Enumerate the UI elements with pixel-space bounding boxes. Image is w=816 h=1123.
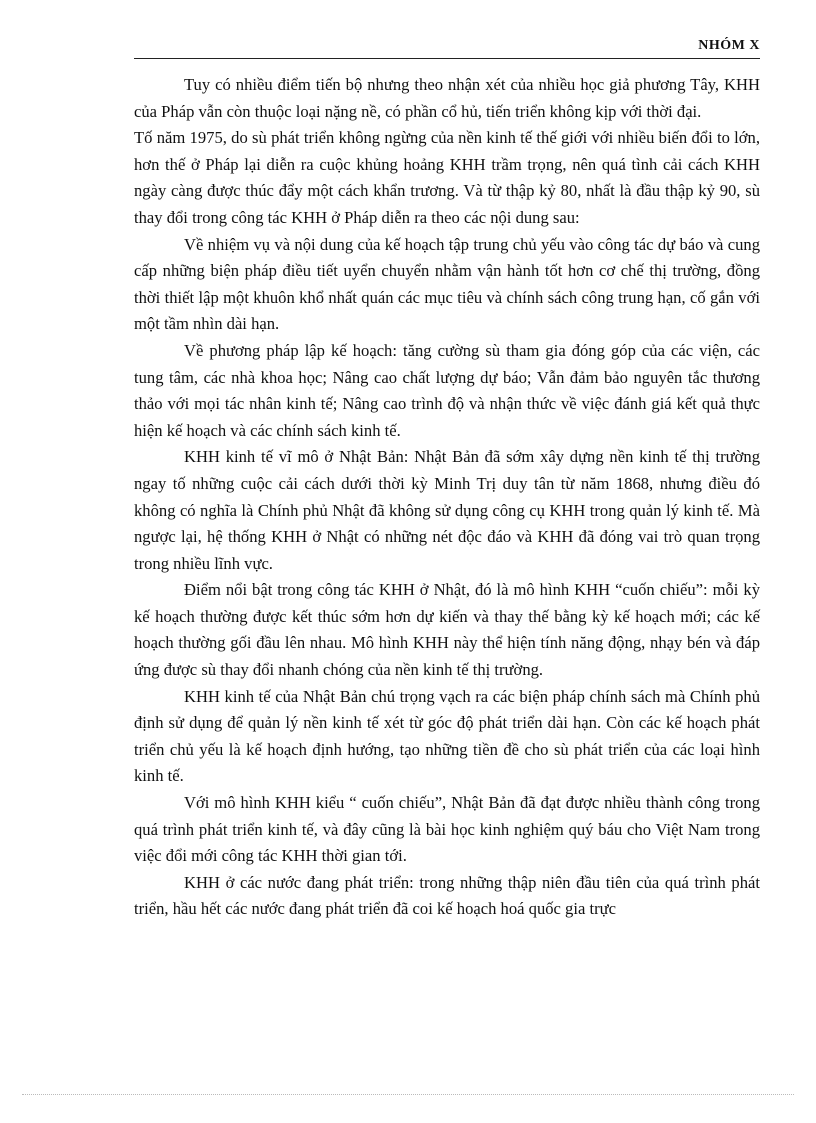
paragraph-3: Về nhiệm vụ và nội dung của kế hoạch tập trung chủ yếu vào công tác dự báo và cung cấp những biện pháp điều tiết uyển chuyển nhằm vận hành tốt hơn cơ chế thị trường, đồng thời thiết lập một khuôn khổ nhất quán các mục tiêu và chính sách công trung hạn, cố gắn với một tầm nhìn dài hạn. xyxy=(134,234,760,334)
header-group-label: NHÓM X xyxy=(698,38,760,53)
paragraph-4: Về phương pháp lập kế hoạch: tăng cường sù tham gia đóng góp của các viện, các tung tâm, các nhà khoa học; Nâng cao chất lượng dự báo; Vẫn đảm bảo nguyên tắc thương thảo với mọi tác nhân kinh tế; Nâng cao trình độ và nhận thức về việc đánh giá kết quả thực hiện kế hoạch và các chính sách kinh tế. xyxy=(134,340,760,440)
paragraph-1: Tuy có nhiều điểm tiến bộ nhưng theo nhận xét của nhiều học giả phương Tây, KHH của Pháp vẫn còn thuộc loại nặng nề, có phần cổ hủ, tiến triển không kịp với thời đại. xyxy=(134,75,760,121)
paragraph-8: Với mô hình KHH kiểu “ cuốn chiếu”, Nhật Bản đã đạt được nhiều thành công trong quá trình phát triển kinh tế, và đây cũng là bài học kinh nghiệm quý báu cho Việt Nam trong việc đổi mới công tác KHH thời gian tới. xyxy=(134,793,760,866)
paragraph-6: Điểm nổi bật trong công tác KHH ở Nhật, đó là mô hình KHH “cuốn chiếu”: mỗi kỳ kế hoạch thường được kết thúc sớm hơn dự kiến và thay thế bằng kỳ kế hoạch mới; các kế hoạch thường gối đầu lên nhau. Mô hình KHH này thể hiện tính năng động, nhạy bén và đáp ứng được sù thay đổi nhanh chóng của nền kinh tế thị trường. xyxy=(134,580,760,680)
document-body xyxy=(134,72,760,923)
paragraph-5: KHH kinh tế vĩ mô ở Nhật Bản: Nhật Bản đã sớm xây dựng nền kinh tế thị trường ngay tố những cuộc cải cách dưới thời kỳ Minh Trị duy tân từ năm 1868, nhưng điều đó không có nghĩa là Chính phủ Nhật đã không sử dụng công cụ KHH trong quản lý kinh tế. Mà ngược lại, hệ thống KHH ở Nhật có những nét độc đáo và KHH đã đóng vai trò quan trọng trong nhiều lĩnh vực. xyxy=(134,447,760,573)
paragraph-9: KHH ở các nước đang phát triển: trong những thập niên đầu tiên của quá trình phát triển, hầu hết các nước đang phát triển đã coi kế hoạch hoá quốc gia trực xyxy=(134,872,760,919)
page-header xyxy=(134,38,760,59)
paragraph-2: Tố năm 1975, do sù phát triển không ngừng của nền kinh tế thế giới với nhiều biến đổi to lớn, hơn thế ở Pháp lại diễn ra cuộc khủng hoảng KHH trầm trọng, nên quá tình cải cách KHH ngày càng được thúc đẩy một cách khẩn trương. Và từ thập kỷ 80, nhất là đầu thập kỷ 90, sù thay đổi trong công tác KHH ở Pháp diễn ra theo các nội dung sau: xyxy=(134,128,760,227)
page-bottom-divider xyxy=(22,1094,794,1095)
paragraph-7: KHH kinh tế của Nhật Bản chú trọng vạch ra các biện pháp chính sách mà Chính phủ định sử dụng để quản lý nền kinh tế xét từ góc độ phát triển dài hạn. Còn các kế hoạch phát triển chủ yếu là kế hoạch định hướng, tạo những tiền đề cho sù phát triển của các loại hình kinh tế. xyxy=(134,686,760,786)
